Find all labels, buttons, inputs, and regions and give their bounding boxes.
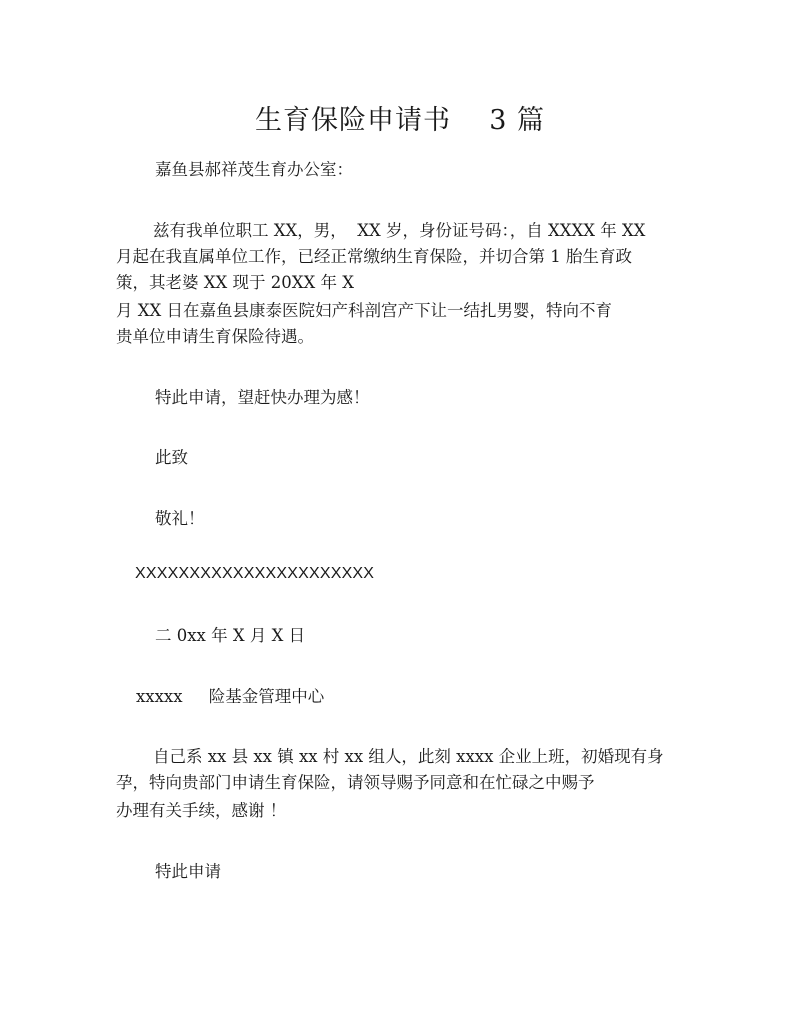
letter1-closing-1: 此致	[155, 448, 188, 467]
document-title: 生育保险申请书 3 篇	[254, 105, 546, 136]
letter1-body-line-1: 兹有我单位职工 XX，男， XX 岁，身份证号码：，自 XXXX 年 XX	[153, 221, 646, 240]
letter1-body-line-3: 策，其老婆 XX 现于 20XX 年 X	[116, 273, 354, 292]
letter1-date: 二 0xx 年 X 月 X 日	[155, 626, 306, 645]
letter1-body-line-2: 月起在我直属单位工作，已经正常缴纳生育保险，并切合第 1 胎生育政	[116, 247, 632, 266]
letter1-closing-2: 敬礼！	[155, 509, 205, 528]
letter1-addressee: 嘉鱼县郝祥茂生育办公室：	[155, 160, 353, 179]
letter2-addressee: xxxxx 险基金管理中心	[136, 687, 325, 706]
letter1-signature: XXXXXXXXXXXXXXXXXXXXXX	[135, 565, 375, 582]
letter2-body-line-1: 自己系 xx 县 xx 镇 xx 村 xx 组人，此刻 xxxx 企业上班，初婚现有身	[153, 747, 664, 766]
letter1-body-line-5: 贵单位申请生育保险待遇。	[116, 327, 314, 346]
letter1-body-line-4: 月 XX 日在嘉鱼县康泰医院妇产科剖宫产下让一结扎男婴，特向不育	[116, 301, 612, 320]
letter2-body-line-3: 办理有关手续，感谢 ！	[116, 801, 287, 820]
letter2-request: 特此申请	[155, 862, 221, 881]
letter1-request: 特此申请，望赶快办理为感！	[155, 388, 370, 407]
letter2-body-line-2: 孕，特向贵部门申请生育保险，请领导赐予同意和在忙碌之中赐予	[116, 773, 595, 792]
